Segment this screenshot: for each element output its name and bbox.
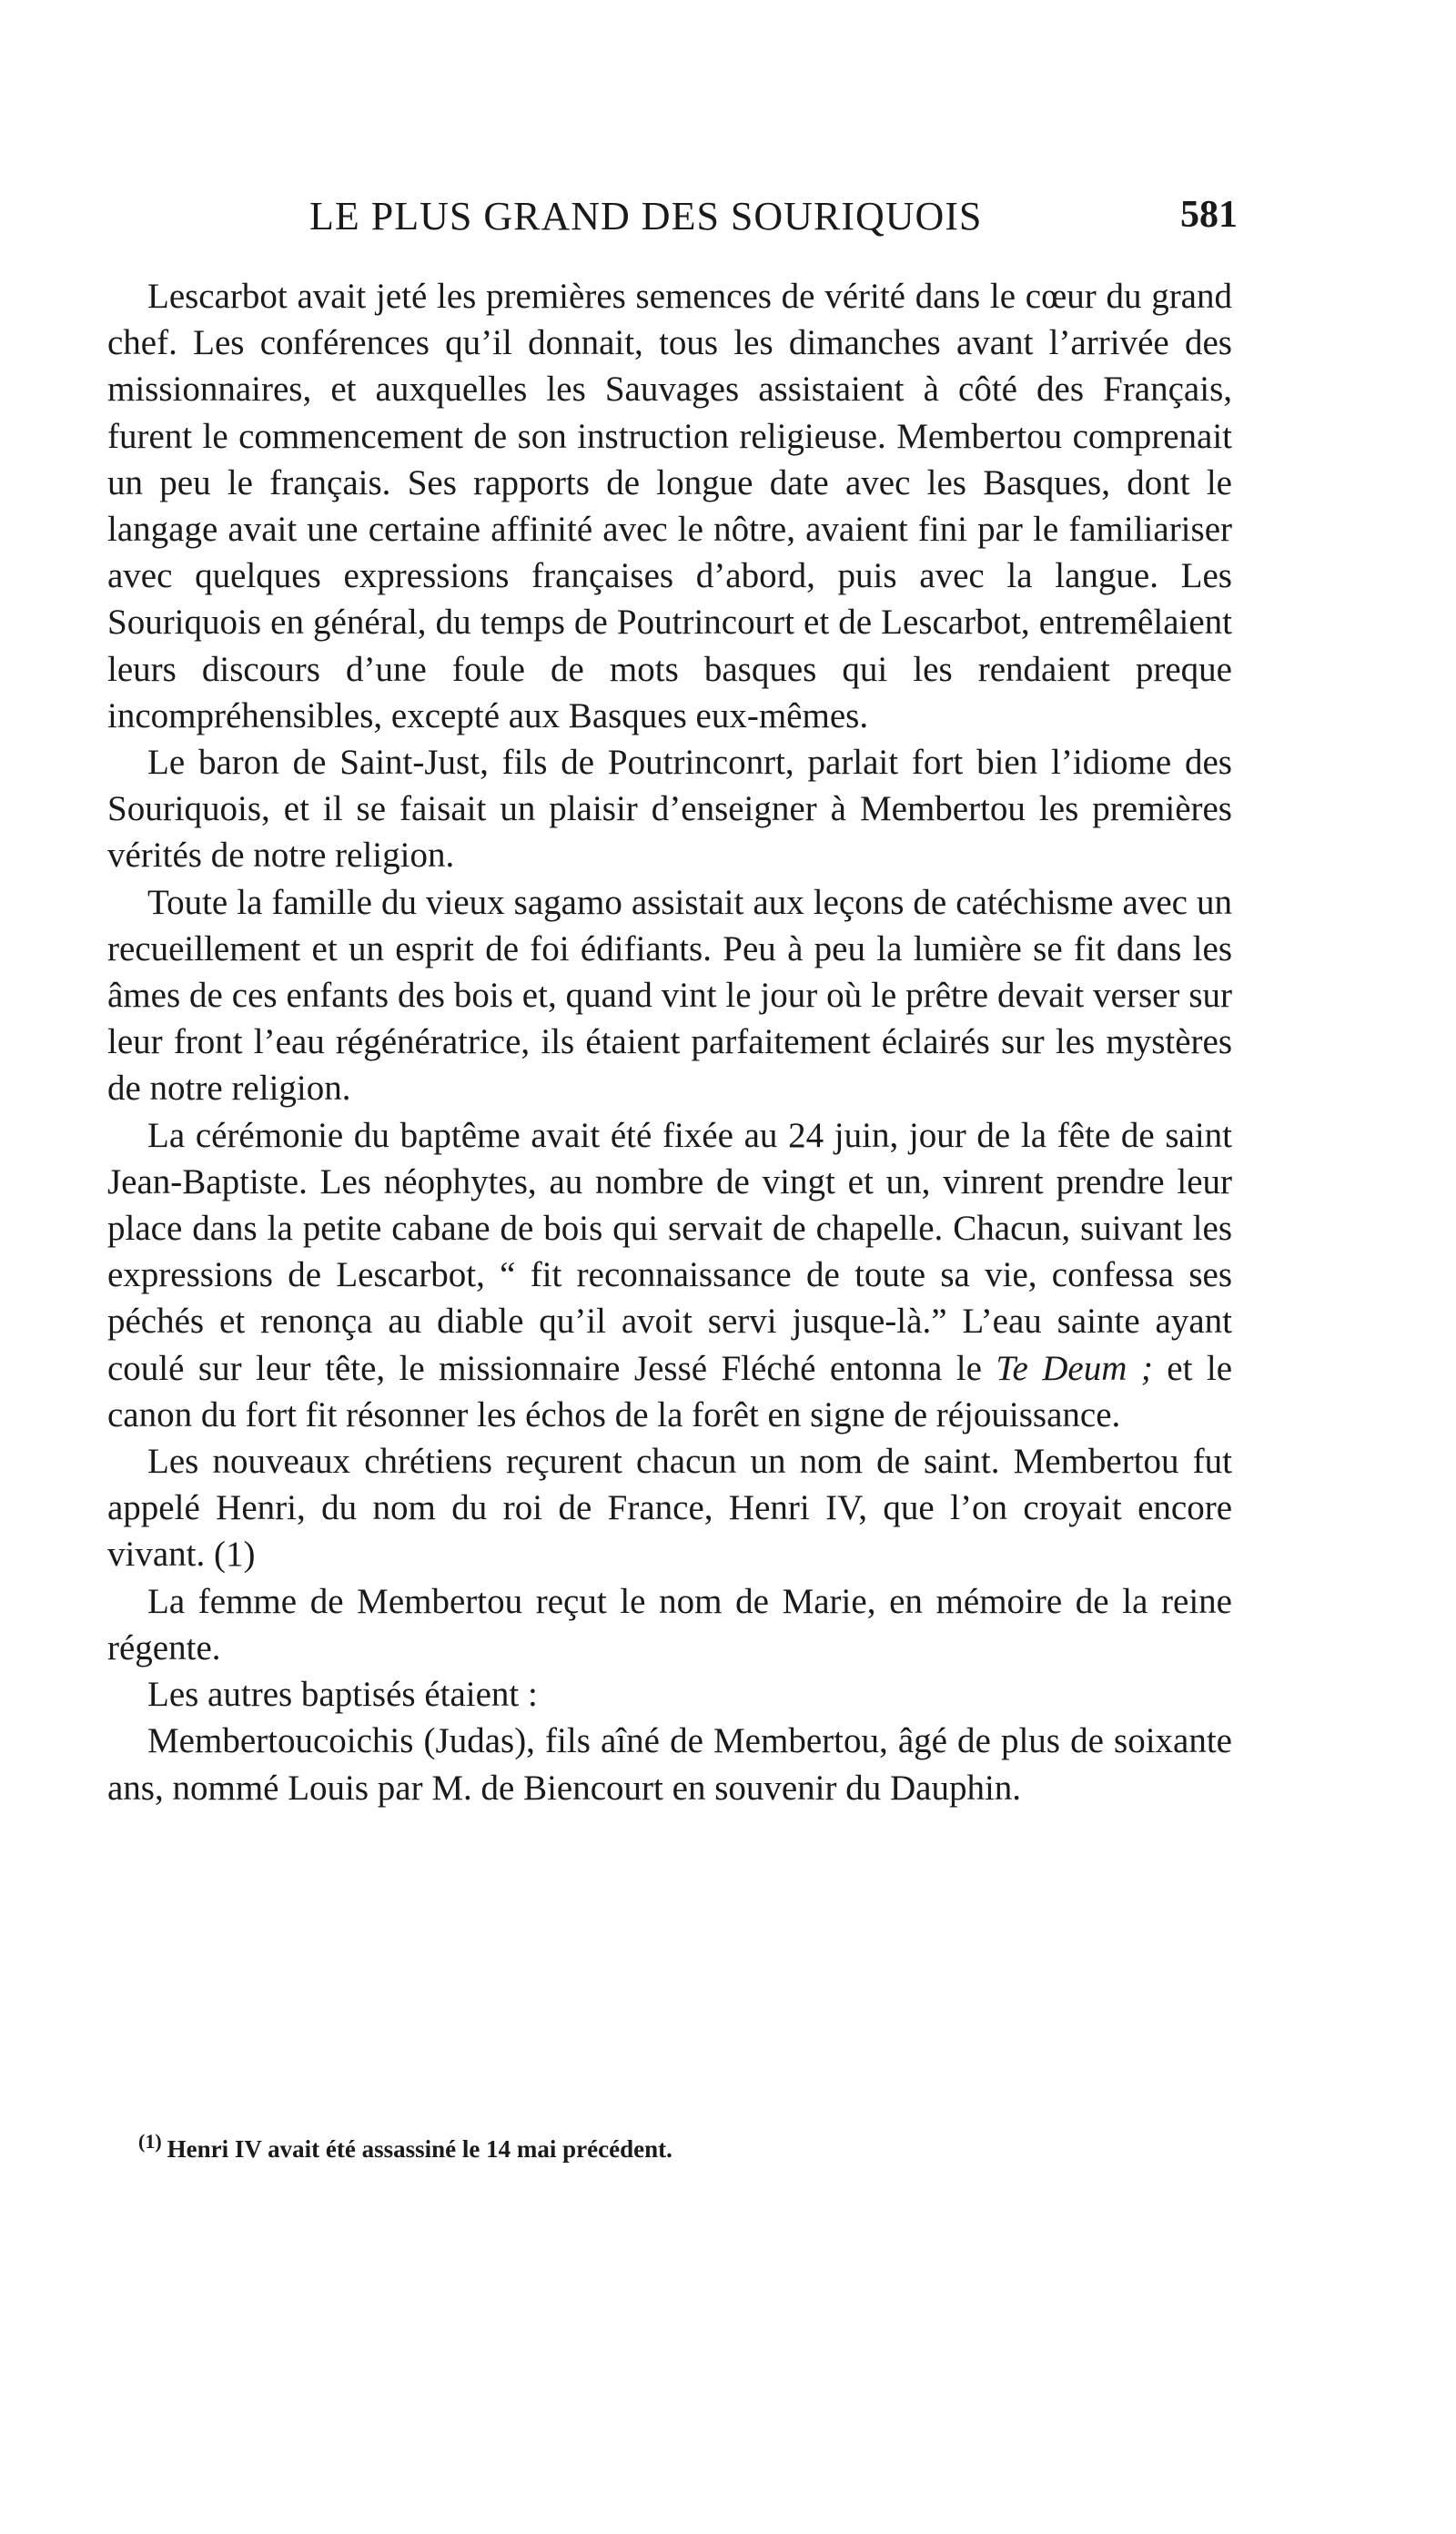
- paragraph-text: La cérémonie du baptême avait été fixée au 24 juin, jour de la fête de saint Jean-Baptiste. Les néophytes, au nombre de vingt et un, vinrent prendre leur place dans la petite cabane de bois qui servait de chapelle. Chacun, suivant les expressions de Lescarbot, “ fit reconnaissance de toute sa vie, confessa ses péchés et renonça au diable qu’il avoit servi jusque-là.” L’eau sainte ayant coulé sur leur tête, le missionnaire Jessé Fléché entonna le: [107, 1115, 1232, 1388]
- running-header: [309, 193, 1238, 248]
- paragraph: Les nouveaux chrétiens reçurent chacun un nom de saint. Membertou fut appelé Henri, du nom du roi de France, Henri IV, que l’on croyait encore vivant. (1): [107, 1442, 1232, 1575]
- paragraph-text: et le canon du fort fit résonner les échos de la forêt en signe de réjouissance.: [107, 1348, 1233, 1434]
- running-title: LE PLUS GRAND DES SOURIQUOIS: [309, 194, 983, 238]
- footnote-text: Henri IV avait été assassiné le 14 mai précédent.: [167, 2135, 672, 2163]
- paragraph: Membertoucoichis (Judas), fils aîné de Membertou, âgé de plus de soixante ans, nommé Louis par M. de Biencourt en souvenir du Dauphin.: [107, 1721, 1232, 1808]
- paragraph-baptism-ceremony: [107, 1112, 1232, 1438]
- paragraph: Le baron de Saint-Just, fils de Poutrinconrt, parlait fort bien l’idiome des Souriquois, et il se faisait un plaisir d’enseigner à Membertou les premières vérités de notre religion.: [107, 743, 1232, 876]
- body-text: [107, 273, 1232, 1811]
- footnote: [138, 2130, 1185, 2164]
- italic-title: Te Deum ;: [996, 1348, 1153, 1388]
- footnote-mark: (1): [138, 2130, 162, 2153]
- paragraph: Lescarbot avait jeté les premières semences de vérité dans le cœur du grand chef. Les conférences qu’il donnait, tous les dimanches avant l’arrivée des missionnaires, et auxquelles les Sauvages assistaient à côté des Français, furent le commencement de son instruction religieuse. Membertou comprenait un peu le français. Ses rapports de longue date avec les Basques, dont le langage avait une certaine affinité avec le nôtre, avaient fini par le familiariser avec quelques expressions françaises d’abord, puis avec la langue. Les Souriquois en général, du temps de Poutrincourt et de Lescarbot, entremêlaient leurs discours d’une foule de mots basques qui les rendaient preque incompréhensibles, excepté aux Basques eux-mêmes.: [107, 277, 1232, 735]
- paragraph: La femme de Membertou reçut le nom de Marie, en mémoire de la reine régente.: [107, 1581, 1232, 1667]
- paragraph: Les autres baptisés étaient :: [147, 1675, 538, 1715]
- page-number: 581: [1180, 194, 1238, 236]
- paragraph: Toute la famille du vieux sagamo assistait aux leçons de catéchisme avec un recueillement et un esprit de foi édifiants. Peu à peu la lumière se fit dans les âmes de ces enfants des bois et, quand vint le jour où le prêtre devait verser sur leur front l’eau régénératrice, ils étaient parfaitement éclairés sur les mystères de notre religion.: [107, 882, 1232, 1109]
